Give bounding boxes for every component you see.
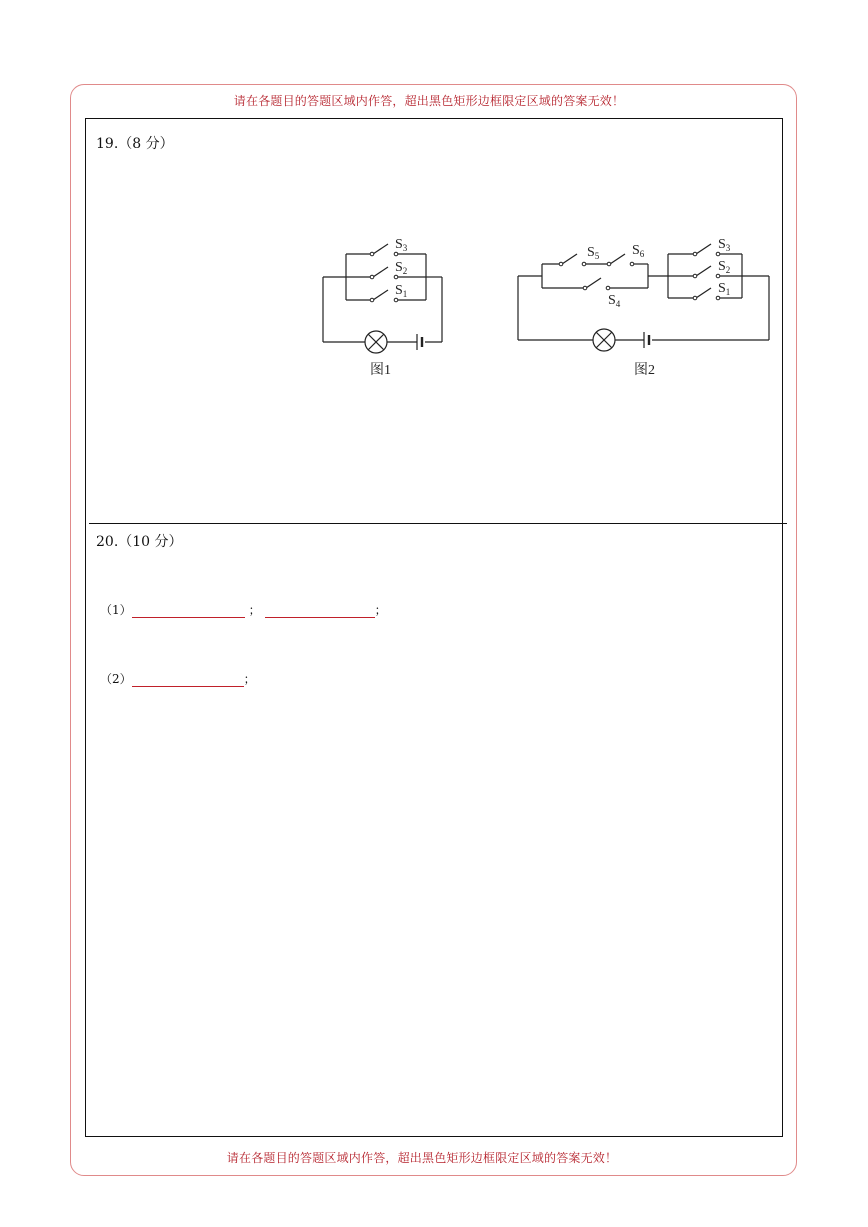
- q20-part1-label: （1）: [100, 603, 132, 617]
- q20-part2-end: ；: [243, 672, 256, 686]
- q20-part2-answer-blank[interactable]: [132, 674, 244, 687]
- fig2-label-s4: $S_4$: [608, 293, 621, 309]
- warning-notice-top: 请在各题目的答题区域内作答，超出黑色矩形边框限定区域的答案无效！: [233, 94, 625, 108]
- q20-title: 20.（10 分）: [96, 534, 183, 550]
- q20-part2-row: [100, 670, 256, 687]
- q20-part1-answer-blank-b[interactable]: [265, 605, 375, 618]
- section-divider: [89, 523, 787, 524]
- fig1-label-s3: $S_3$: [395, 237, 408, 253]
- fig1-label-s1: $S_1$: [395, 283, 408, 299]
- fig2-label-s5: $S_5$: [587, 245, 600, 261]
- q20-part1-answer-blank-a[interactable]: [132, 605, 245, 618]
- warning-notice-bottom: 请在各题目的答题区域内作答，超出黑色矩形边框限定区域的答案无效！: [226, 1151, 618, 1165]
- figure1-caption: 图1: [370, 363, 391, 378]
- figure2-caption: 图2: [634, 363, 655, 378]
- q19-figure2-circuit: [510, 232, 780, 382]
- fig1-label-s2: $S_2$: [395, 260, 408, 276]
- q19-title: 19.（8 分）: [96, 136, 174, 152]
- q19-figure1-circuit: [316, 232, 456, 382]
- q20-part1-separator: ；: [248, 603, 261, 617]
- q20-part1-end: ；: [374, 603, 387, 617]
- fig2-label-s6: $S_6$: [632, 243, 645, 259]
- fig2-label-s1: $S_1$: [718, 281, 731, 297]
- fig2-label-s2: $S_2$: [718, 259, 731, 275]
- fig2-label-s3: $S_3$: [718, 237, 731, 253]
- q20-part2-label: （2）: [100, 672, 132, 686]
- q20-part1-row: [100, 601, 387, 618]
